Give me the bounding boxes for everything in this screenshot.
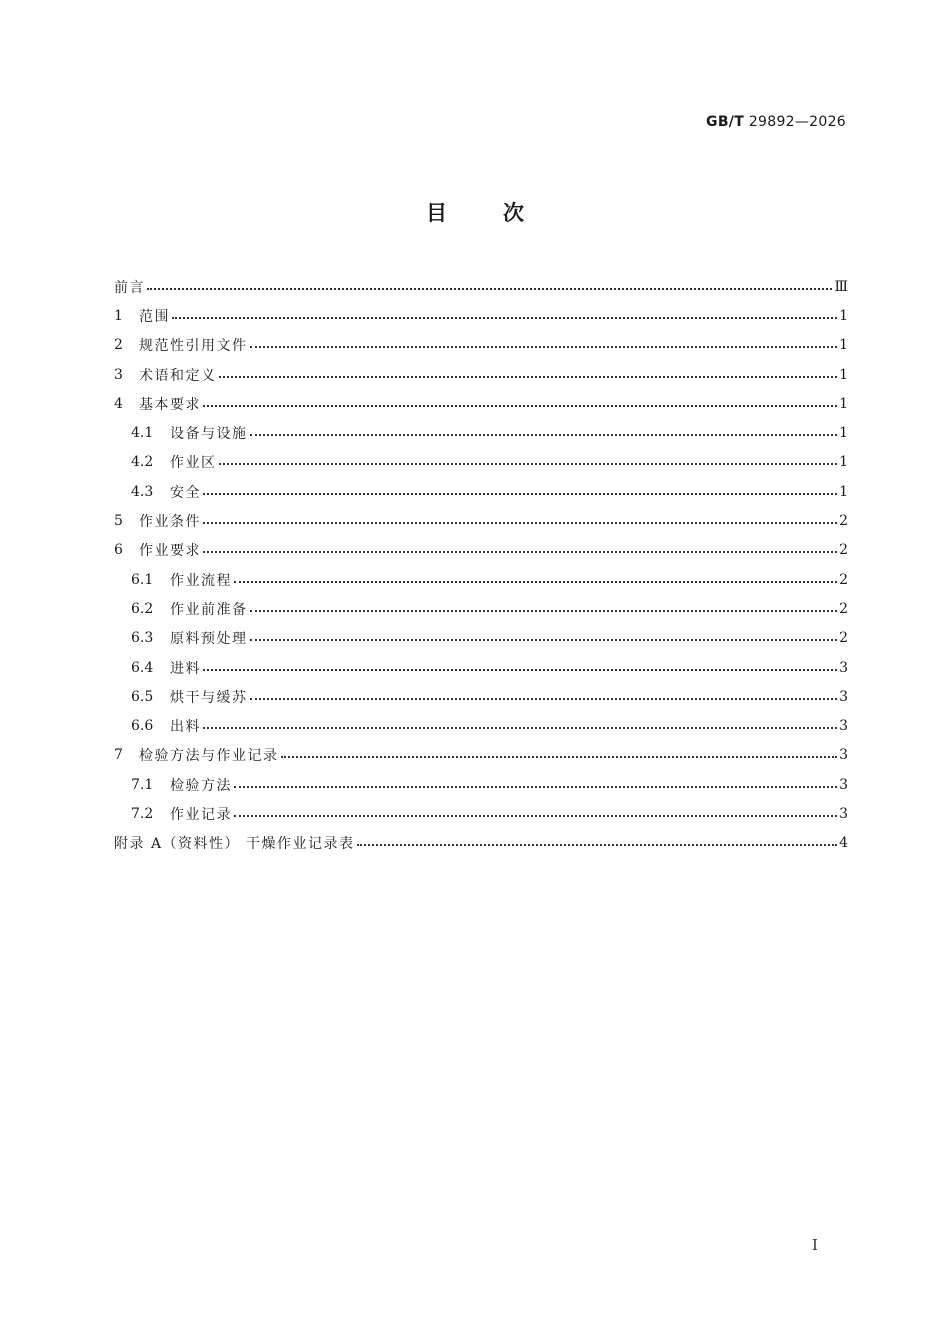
toc-entry-page: 3: [839, 805, 848, 822]
toc-entry[interactable]: [114, 477, 848, 506]
toc-entry-label: 作业条件: [139, 514, 201, 531]
toc-entry-label: 检验方法与作业记录: [139, 748, 279, 765]
toc-entry-page: 3: [839, 747, 848, 764]
toc-entry-number: 7.1: [131, 776, 154, 793]
toc-entry-label: 原料预处理: [170, 631, 248, 648]
toc-entry[interactable]: [114, 741, 848, 770]
toc-entry-page: 2: [839, 513, 848, 530]
toc-entry-number: 2: [114, 337, 123, 354]
toc-entry[interactable]: [114, 301, 848, 330]
toc-entry[interactable]: [114, 653, 848, 682]
toc-entry-number: 6.3: [131, 630, 154, 647]
toc-dot-leader: [203, 669, 837, 671]
toc-entry-page: 3: [839, 688, 848, 705]
toc-entry[interactable]: [114, 624, 848, 653]
toc-entry-number: 6.2: [131, 600, 154, 617]
toc-entry-label: 作业记录: [170, 806, 232, 823]
toc-entry[interactable]: [114, 565, 848, 594]
toc-dot-leader: [250, 610, 838, 612]
toc-dot-leader: [250, 698, 838, 700]
toc-dot-leader: [219, 463, 838, 465]
toc-entry-number: 4.3: [131, 483, 154, 500]
toc-title-right: 次: [503, 201, 524, 225]
toc-title-left: 目: [426, 201, 447, 225]
toc-entry-page: 2: [839, 600, 848, 617]
toc-entry-number: 4: [114, 395, 123, 412]
toc-entry-label: 烘干与缓苏: [170, 689, 248, 706]
toc-dot-leader: [203, 522, 837, 524]
toc-entry-label: 前言: [114, 279, 145, 296]
toc-entry-label: 作业要求: [139, 543, 201, 560]
toc-entry-page: 1: [839, 307, 848, 324]
page-number: I: [812, 1236, 818, 1254]
toc-dot-leader: [250, 346, 838, 348]
standard-number: 29892—2026: [748, 114, 846, 130]
toc-entry[interactable]: [114, 799, 848, 828]
toc-entry-label: 术语和定义: [139, 367, 217, 384]
toc-entry-label: 作业前准备: [170, 601, 248, 618]
toc-entry-number: 6: [114, 542, 123, 559]
toc-entry-label: 范围: [139, 308, 170, 325]
toc-entry-page: 1: [839, 425, 848, 442]
toc-entry-number: 6.1: [131, 571, 154, 588]
toc-dot-leader: [234, 786, 837, 788]
toc-entry-label: 检验方法: [170, 777, 232, 794]
toc-entry-label: 规范性引用文件: [139, 338, 248, 355]
toc-entry[interactable]: [114, 360, 848, 389]
toc-entry-page: 4: [839, 835, 848, 852]
toc-dot-leader: [357, 844, 838, 846]
toc-entry-number: 3: [114, 366, 123, 383]
toc-entry[interactable]: [114, 418, 848, 447]
toc-entry-page: 1: [839, 337, 848, 354]
toc-entry[interactable]: [114, 389, 848, 418]
toc-dot-leader: [234, 581, 837, 583]
toc-entry-label: 设备与设施: [170, 426, 248, 443]
toc-dot-leader: [172, 317, 837, 319]
toc-entry-page: 1: [839, 454, 848, 471]
toc-dot-leader: [203, 493, 837, 495]
toc-entry-label: 作业流程: [170, 572, 232, 589]
toc-entry-page: 2: [839, 571, 848, 588]
toc-entry-page: 3: [839, 718, 848, 735]
toc-entry[interactable]: [114, 829, 848, 858]
toc-entry[interactable]: [114, 506, 848, 535]
standard-code: [706, 114, 846, 130]
toc-entry-label: 作业区: [170, 455, 217, 472]
toc-entry[interactable]: [114, 711, 848, 740]
toc-entry-label: 出料: [170, 719, 201, 736]
toc-entry[interactable]: [114, 594, 848, 623]
toc-entry[interactable]: [114, 448, 848, 477]
toc-dot-leader: [203, 551, 837, 553]
toc-dot-leader: [203, 727, 837, 729]
toc-entry-number: 5: [114, 513, 123, 530]
toc-entry-label: 基本要求: [139, 396, 201, 413]
toc-entry-number: 6.4: [131, 659, 154, 676]
toc-dot-leader: [147, 288, 832, 290]
toc-entry-number: 6.6: [131, 718, 154, 735]
table-of-contents: [114, 272, 848, 858]
toc-entry-number: 4.2: [131, 454, 154, 471]
toc-entry-label: 进料: [170, 660, 201, 677]
toc-dot-leader: [250, 434, 838, 436]
toc-dot-leader: [219, 376, 838, 378]
toc-title: [0, 197, 950, 227]
toc-entry[interactable]: [114, 770, 848, 799]
toc-entry-number: 7.2: [131, 805, 154, 822]
toc-entry-page: Ⅲ: [834, 278, 848, 295]
toc-entry[interactable]: [114, 272, 848, 301]
toc-dot-leader: [234, 815, 837, 817]
toc-entry[interactable]: [114, 536, 848, 565]
toc-entry[interactable]: [114, 682, 848, 711]
toc-dot-leader: [203, 405, 837, 407]
toc-entry[interactable]: [114, 331, 848, 360]
standard-prefix: GB/T: [706, 114, 745, 130]
toc-dot-leader: [250, 639, 838, 641]
toc-dot-leader: [281, 756, 838, 758]
toc-entry-number: 7: [114, 747, 123, 764]
toc-entry-page: 3: [839, 659, 848, 676]
toc-entry-page: 2: [839, 630, 848, 647]
toc-entry-page: 1: [839, 395, 848, 412]
toc-entry-page: 1: [839, 483, 848, 500]
toc-entry-number: 4.1: [131, 425, 154, 442]
toc-entry-page: 1: [839, 366, 848, 383]
toc-entry-number: 1: [114, 307, 123, 324]
toc-entry-page: 2: [839, 542, 848, 559]
toc-entry-number: 6.5: [131, 688, 154, 705]
toc-entry-label: 附录 A（资料性） 干燥作业记录表: [114, 836, 355, 853]
toc-entry-page: 3: [839, 776, 848, 793]
toc-entry-label: 安全: [170, 484, 201, 501]
